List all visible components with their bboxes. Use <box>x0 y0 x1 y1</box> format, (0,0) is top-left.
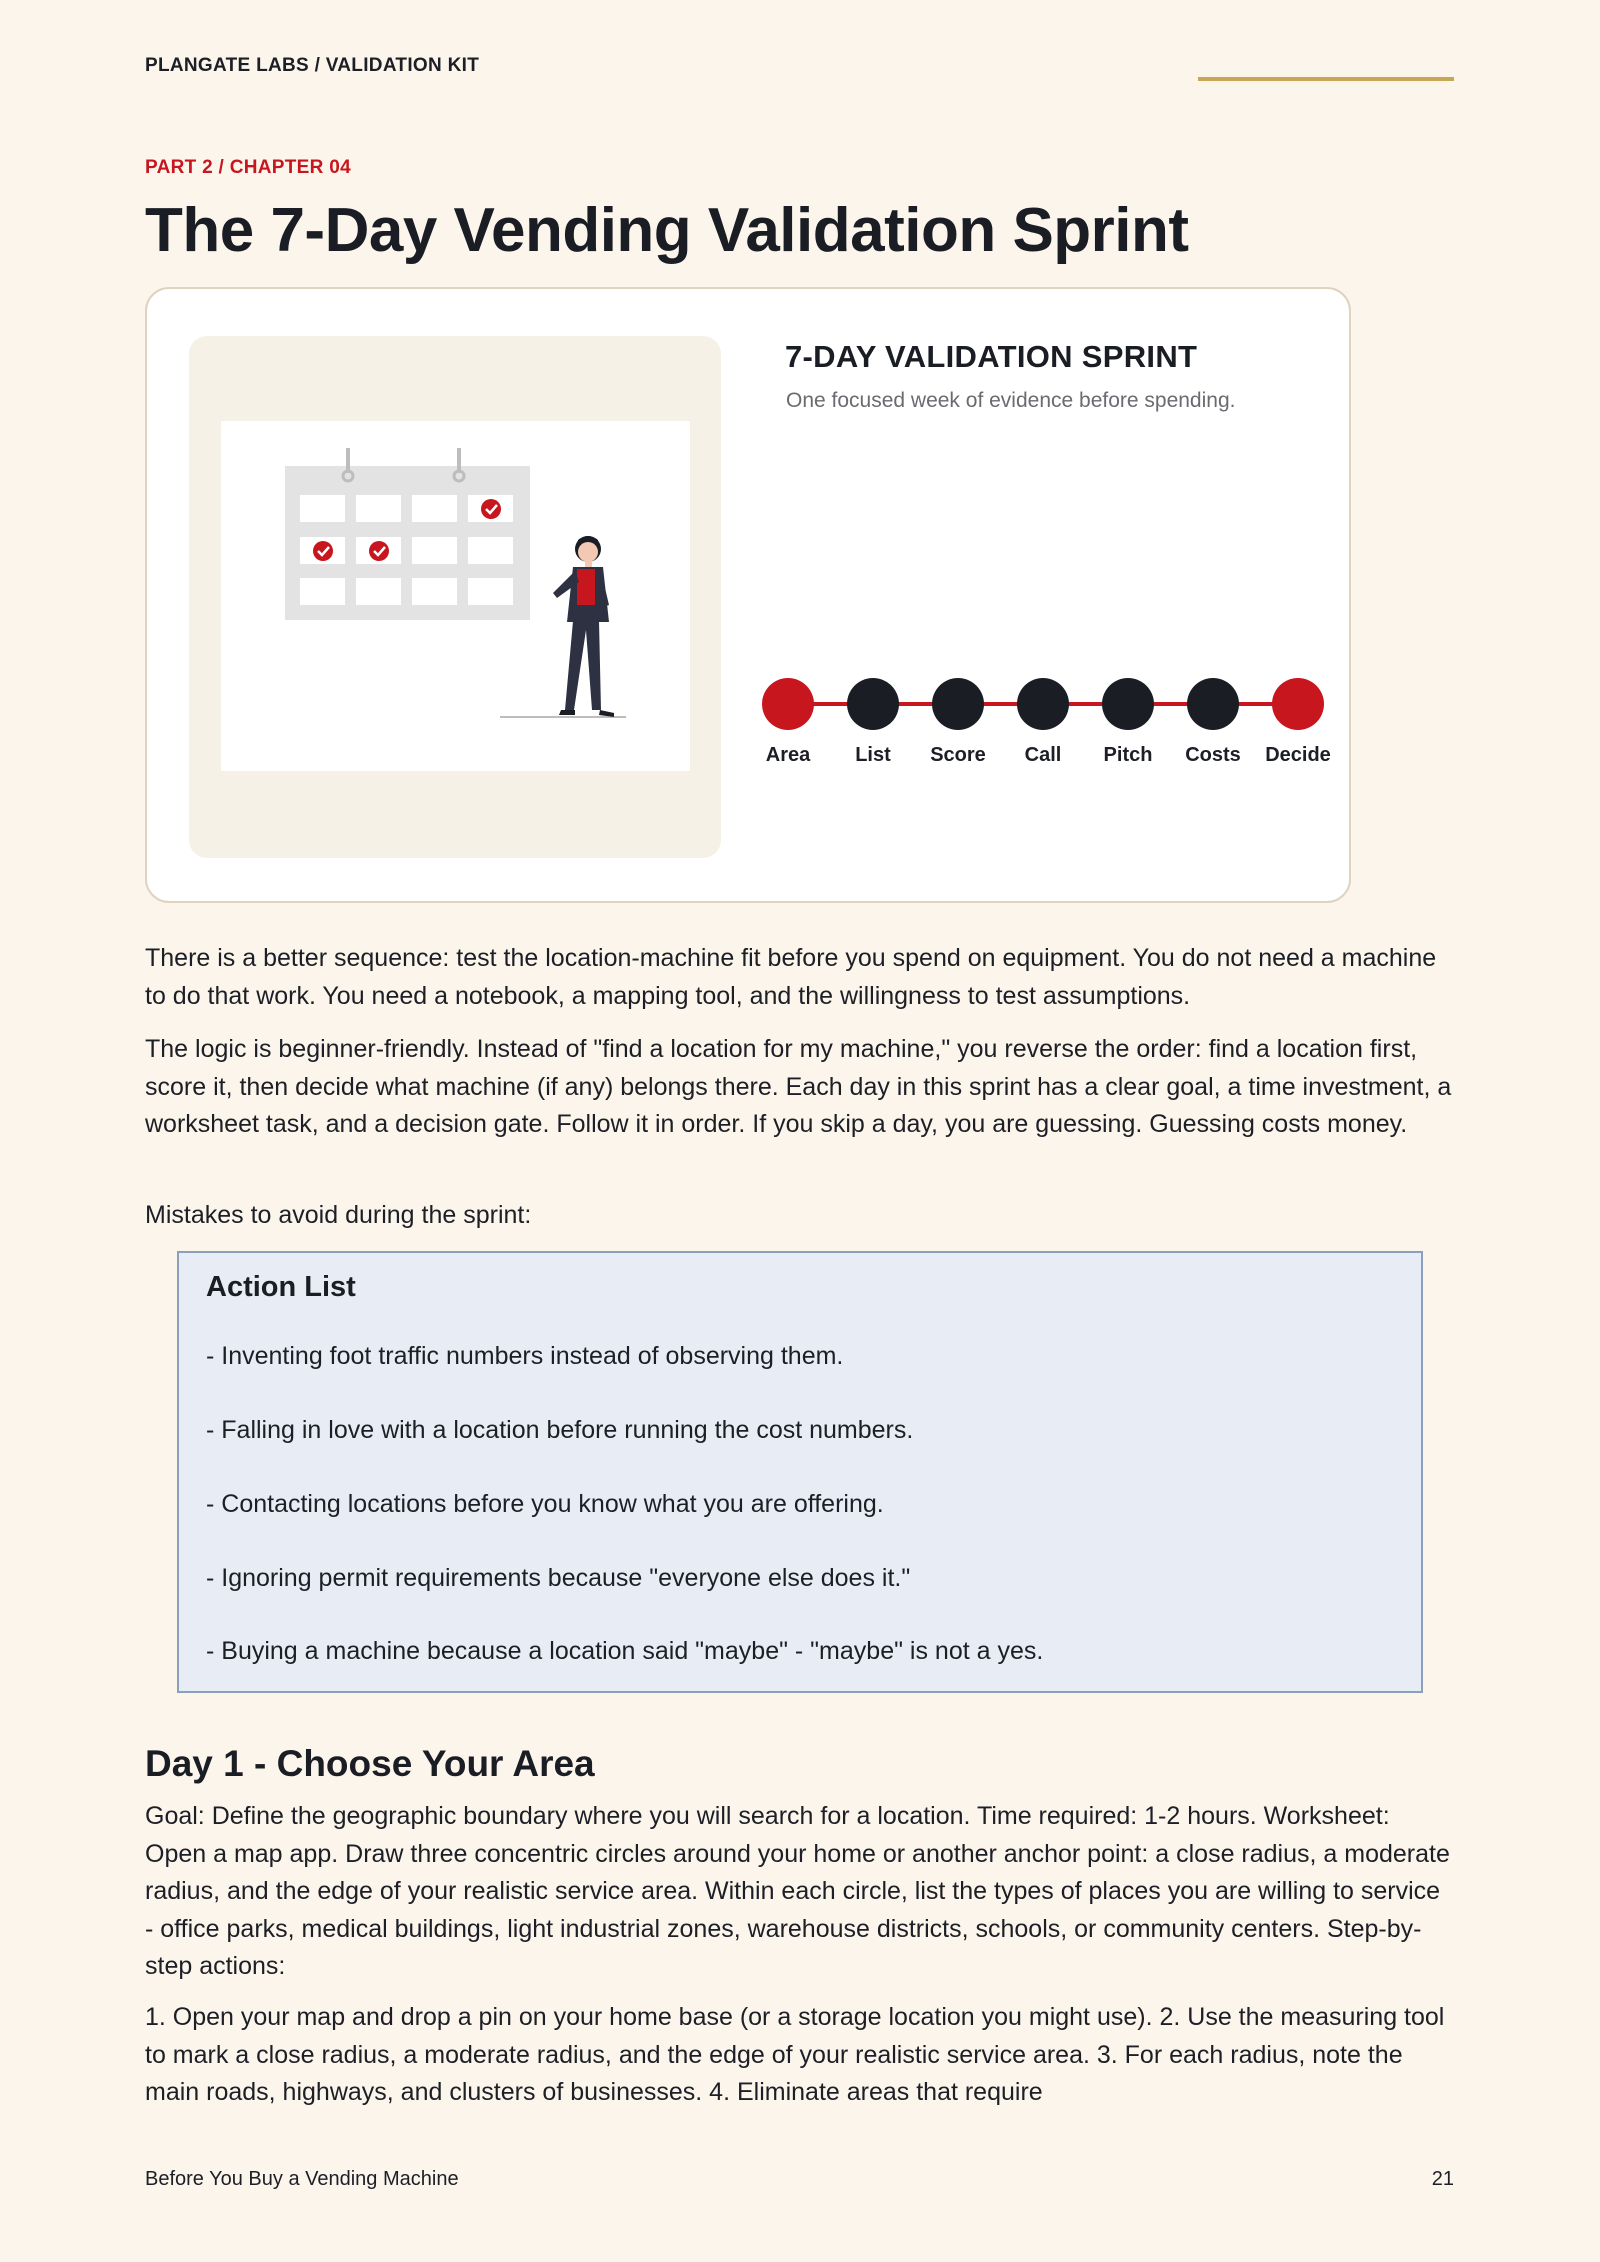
timeline-label-list: List <box>855 744 891 766</box>
intro-paragraph: There is a better sequence: test the location-machine fit before you spend on equipment. You do not need a machine to do that work. You need a notebook, a mapping tool, and the willingness to test assumptions. <box>145 944 1437 1010</box>
day1-goal-paragraph: Goal: Define the geographic boundary where you will search for a location. Time required: 1-2 hours. Worksheet: Open a map app. Draw three concentric circles around your home or another anchor point: a close radius, a moderate radius, and the edge of your realistic service area. Within each circle, list the types of places you are willing to service - office parks, medical buildings, light industrial zones, warehouse districts, schools, or community centers. Step-by-step actions: <box>145 1802 1450 1980</box>
page-number: 21 <box>1431 2168 1454 2190</box>
timeline-label-costs: Costs <box>1185 744 1241 766</box>
mistakes-intro: Mistakes to avoid during the sprint: <box>145 1201 532 1229</box>
action-list-item: - Ignoring permit requirements because "everyone else does it." <box>206 1564 911 1592</box>
timeline-dot-call <box>1017 678 1069 730</box>
timeline-dot-list <box>847 678 899 730</box>
action-list-item: - Buying a machine because a location said "maybe" - "maybe" is not a yes. <box>206 1637 1044 1665</box>
timeline-dot-costs <box>1187 678 1239 730</box>
timeline-track <box>757 674 1337 734</box>
calendar-illustration <box>221 421 690 771</box>
timeline-dot-decide <box>1272 678 1324 730</box>
action-list-title: Action List <box>206 1271 356 1303</box>
sprint-timeline <box>757 674 1337 784</box>
day1-steps-paragraph: 1. Open your map and drop a pin on your home base (or a storage location you might use). 2. Use the measuring tool to mark a close radius, a moderate radius, and the edge of your realistic service area. 3. For each radius, note the main roads, highways, and clusters of businesses. 4. Eliminate areas that require <box>145 2003 1445 2106</box>
chapter-label: PART 2 / CHAPTER 04 <box>145 157 351 178</box>
sprint-figure-card <box>145 287 1351 903</box>
timeline-dot-area <box>762 678 814 730</box>
illustration-panel <box>189 336 721 858</box>
footer-book-title: Before You Buy a Vending Machine <box>145 2168 459 2190</box>
calendar-person-icon <box>221 421 690 771</box>
logic-paragraph: The logic is beginner-friendly. Instead of "find a location for my machine," you reverse the order: find a location first, score it, then decide what machine (if any) belongs there. Each day in this sprint has a clear goal, a time investment, a worksheet task, and a decision gate. Follow it in order. If you skip a day, you are guessing. Guessing costs money. <box>145 1035 1452 1138</box>
header-accent-rule <box>1198 77 1454 81</box>
figure-subtitle: One focused week of evidence before spending. <box>786 389 1236 412</box>
timeline-label-area: Area <box>765 744 811 766</box>
timeline-label-call: Call <box>1024 744 1062 766</box>
action-list-item: - Falling in love with a location before running the cost numbers. <box>206 1416 914 1444</box>
section-heading-day1: Day 1 - Choose Your Area <box>145 1743 595 1784</box>
running-head: PLANGATE LABS / VALIDATION KIT <box>145 55 480 76</box>
action-list-box <box>177 1251 1423 1693</box>
action-list-item: - Inventing foot traffic numbers instead of observing them. <box>206 1342 844 1370</box>
action-list-item: - Contacting locations before you know what you are offering. <box>206 1490 884 1518</box>
timeline-label-score: Score <box>930 744 986 766</box>
timeline-dot-pitch <box>1102 678 1154 730</box>
timeline-dot-score <box>932 678 984 730</box>
timeline-label-decide: Decide <box>1265 744 1331 766</box>
timeline-label-pitch: Pitch <box>1103 744 1153 766</box>
figure-title: 7-DAY VALIDATION SPRINT <box>785 339 1198 374</box>
page-title: The 7-Day Vending Validation Sprint <box>145 196 1189 265</box>
